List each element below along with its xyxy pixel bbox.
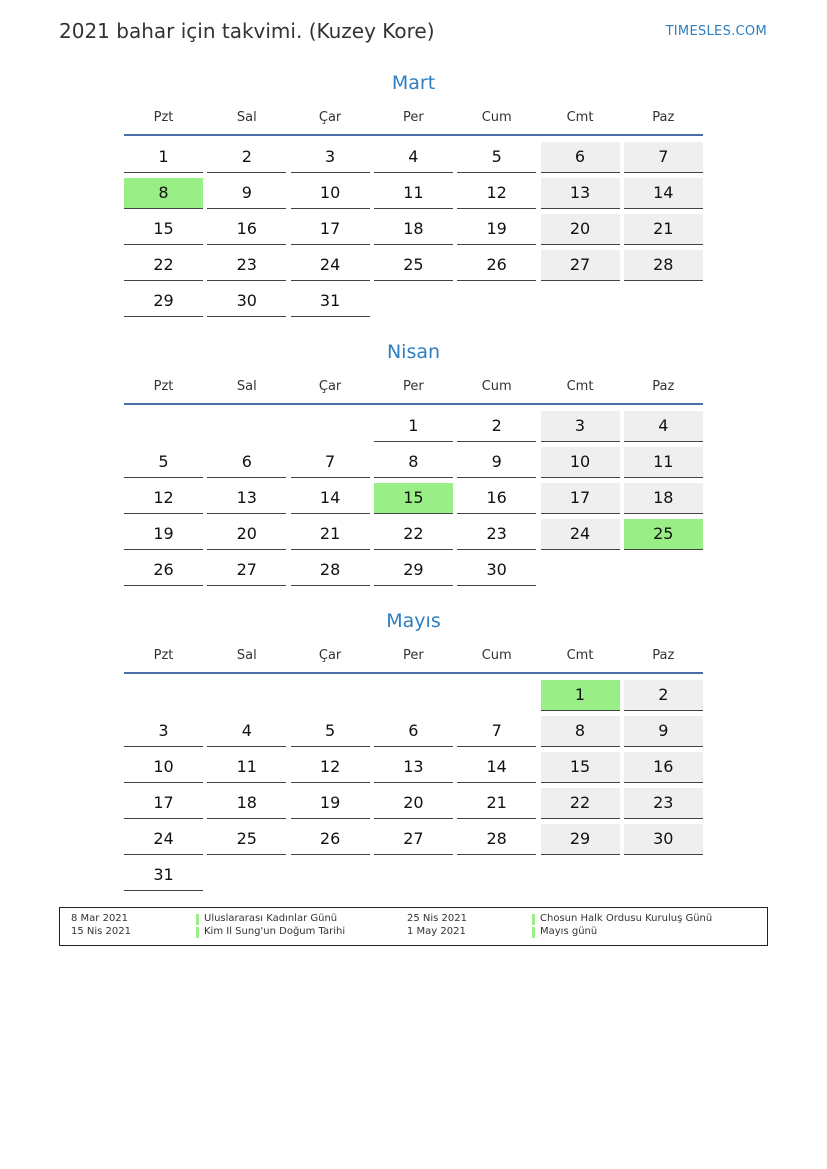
day-cell: 2 [207, 142, 286, 173]
day-cell: 17 [291, 214, 370, 245]
day-cell: 3 [124, 716, 203, 747]
day-cell: 19 [124, 519, 203, 550]
day-grid [124, 411, 703, 591]
weekday-label: Per [403, 110, 424, 125]
weekday-label: Cmt [566, 110, 594, 125]
weekday-label: Sal [236, 379, 257, 394]
day-cell: 28 [457, 824, 536, 855]
day-cell: 23 [207, 250, 286, 281]
day-cell: 6 [207, 447, 286, 478]
legend-date: 15 Nis 2021 [71, 926, 131, 937]
weekday-label: Cum [481, 110, 512, 125]
legend-date: 25 Nis 2021 [407, 913, 467, 924]
day-cell: 5 [457, 142, 536, 173]
weekday-label: Sal [236, 648, 257, 663]
day-cell: 6 [374, 716, 453, 747]
weekday-label: Çar [318, 648, 342, 663]
weekday-label: Paz [652, 648, 675, 663]
day-cell: 1 [374, 411, 453, 442]
day-cell: 25 [207, 824, 286, 855]
day-cell: 9 [457, 447, 536, 478]
holiday-legend [59, 907, 768, 946]
day-cell: 5 [124, 447, 203, 478]
day-cell: 20 [374, 788, 453, 819]
day-cell: 21 [624, 214, 703, 245]
legend-holiday-name: Mayıs günü [540, 926, 598, 937]
weekday-label: Per [403, 648, 424, 663]
day-cell: 6 [541, 142, 620, 173]
day-cell: 24 [291, 250, 370, 281]
day-cell: 12 [457, 178, 536, 209]
page-title: 2021 bahar için takvimi. (Kuzey Kore) [59, 19, 435, 43]
day-cell: 12 [291, 752, 370, 783]
weekday-label: Çar [318, 379, 342, 394]
day-cell: 2 [624, 680, 703, 711]
day-cell: 2 [457, 411, 536, 442]
day-cell: 13 [374, 752, 453, 783]
day-cell: 18 [624, 483, 703, 514]
day-cell: 9 [207, 178, 286, 209]
day-cell: 9 [624, 716, 703, 747]
day-cell: 20 [207, 519, 286, 550]
day-cell: 4 [207, 716, 286, 747]
day-cell: 14 [624, 178, 703, 209]
day-cell: 27 [207, 555, 286, 586]
day-grid [124, 142, 703, 322]
weekday-label: Çar [318, 110, 342, 125]
day-cell: 11 [624, 447, 703, 478]
day-cell: 13 [207, 483, 286, 514]
day-cell: 14 [291, 483, 370, 514]
legend-date: 8 Mar 2021 [71, 913, 129, 924]
month-calendar [124, 337, 703, 591]
day-cell: 29 [541, 824, 620, 855]
day-cell: 5 [291, 716, 370, 747]
day-cell: 4 [374, 142, 453, 173]
legend-color-marker [532, 927, 535, 938]
day-cell: 26 [457, 250, 536, 281]
legend-holiday-name: Uluslararası Kadınlar Günü [204, 913, 338, 924]
day-cell: 13 [541, 178, 620, 209]
day-cell: 11 [374, 178, 453, 209]
day-cell: 21 [291, 519, 370, 550]
day-cell: 30 [624, 824, 703, 855]
holiday-day-cell: 8 [124, 178, 203, 209]
day-cell: 11 [207, 752, 286, 783]
weekday-label: Cmt [566, 648, 594, 663]
day-cell: 27 [374, 824, 453, 855]
weekday-header [124, 379, 703, 405]
day-cell: 19 [457, 214, 536, 245]
day-cell: 16 [624, 752, 703, 783]
weekday-label: Cum [481, 379, 512, 394]
month-name: Mart [391, 72, 436, 94]
day-cell: 22 [541, 788, 620, 819]
day-cell: 3 [291, 142, 370, 173]
month-calendar [124, 606, 703, 896]
day-cell: 24 [541, 519, 620, 550]
day-cell: 7 [624, 142, 703, 173]
day-cell: 27 [541, 250, 620, 281]
weekday-label: Pzt [153, 379, 174, 394]
weekday-label: Paz [652, 110, 675, 125]
weekday-label: Pzt [153, 648, 174, 663]
weekday-label: Sal [236, 110, 257, 125]
month-name: Nisan [386, 341, 441, 363]
holiday-day-cell: 25 [624, 519, 703, 550]
weekday-header [124, 110, 703, 136]
day-cell: 19 [291, 788, 370, 819]
day-cell: 28 [291, 555, 370, 586]
day-cell: 15 [541, 752, 620, 783]
day-cell: 31 [124, 860, 203, 891]
month-name: Mayıs [386, 610, 441, 632]
day-cell: 4 [624, 411, 703, 442]
day-cell: 17 [541, 483, 620, 514]
weekday-label: Cmt [566, 379, 594, 394]
weekday-label: Paz [652, 379, 675, 394]
day-cell: 10 [124, 752, 203, 783]
day-cell: 20 [541, 214, 620, 245]
day-cell: 8 [541, 716, 620, 747]
legend-date: 1 May 2021 [407, 926, 466, 937]
day-cell: 26 [291, 824, 370, 855]
day-cell: 8 [374, 447, 453, 478]
legend-holiday-name: Kim Il Sung'un Doğum Tarihi [204, 926, 346, 937]
weekday-label: Cum [481, 648, 512, 663]
day-cell: 21 [457, 788, 536, 819]
day-cell: 28 [624, 250, 703, 281]
legend-holiday-name: Chosun Halk Ordusu Kuruluş Günü [540, 913, 713, 924]
weekday-label: Pzt [153, 110, 174, 125]
day-cell: 22 [124, 250, 203, 281]
day-grid [124, 680, 703, 896]
month-calendar [124, 68, 703, 322]
day-cell: 22 [374, 519, 453, 550]
day-cell: 10 [291, 178, 370, 209]
weekday-header [124, 648, 703, 674]
holiday-day-cell: 15 [374, 483, 453, 514]
day-cell: 12 [124, 483, 203, 514]
day-cell: 26 [124, 555, 203, 586]
day-cell: 10 [541, 447, 620, 478]
day-cell: 30 [207, 286, 286, 317]
day-cell: 29 [124, 286, 203, 317]
weekday-label: Per [403, 379, 424, 394]
day-cell: 18 [207, 788, 286, 819]
day-cell: 7 [291, 447, 370, 478]
day-cell: 29 [374, 555, 453, 586]
holiday-day-cell: 1 [541, 680, 620, 711]
day-cell: 23 [457, 519, 536, 550]
day-cell: 16 [207, 214, 286, 245]
legend-color-marker [532, 914, 535, 925]
legend-color-marker [196, 927, 199, 938]
day-cell: 30 [457, 555, 536, 586]
day-cell: 18 [374, 214, 453, 245]
day-cell: 31 [291, 286, 370, 317]
brand-link[interactable]: TIMESLES.COM [665, 24, 767, 39]
legend-color-marker [196, 914, 199, 925]
day-cell: 24 [124, 824, 203, 855]
day-cell: 25 [374, 250, 453, 281]
day-cell: 16 [457, 483, 536, 514]
day-cell: 17 [124, 788, 203, 819]
day-cell: 14 [457, 752, 536, 783]
day-cell: 15 [124, 214, 203, 245]
day-cell: 7 [457, 716, 536, 747]
day-cell: 23 [624, 788, 703, 819]
day-cell: 1 [124, 142, 203, 173]
day-cell: 3 [541, 411, 620, 442]
